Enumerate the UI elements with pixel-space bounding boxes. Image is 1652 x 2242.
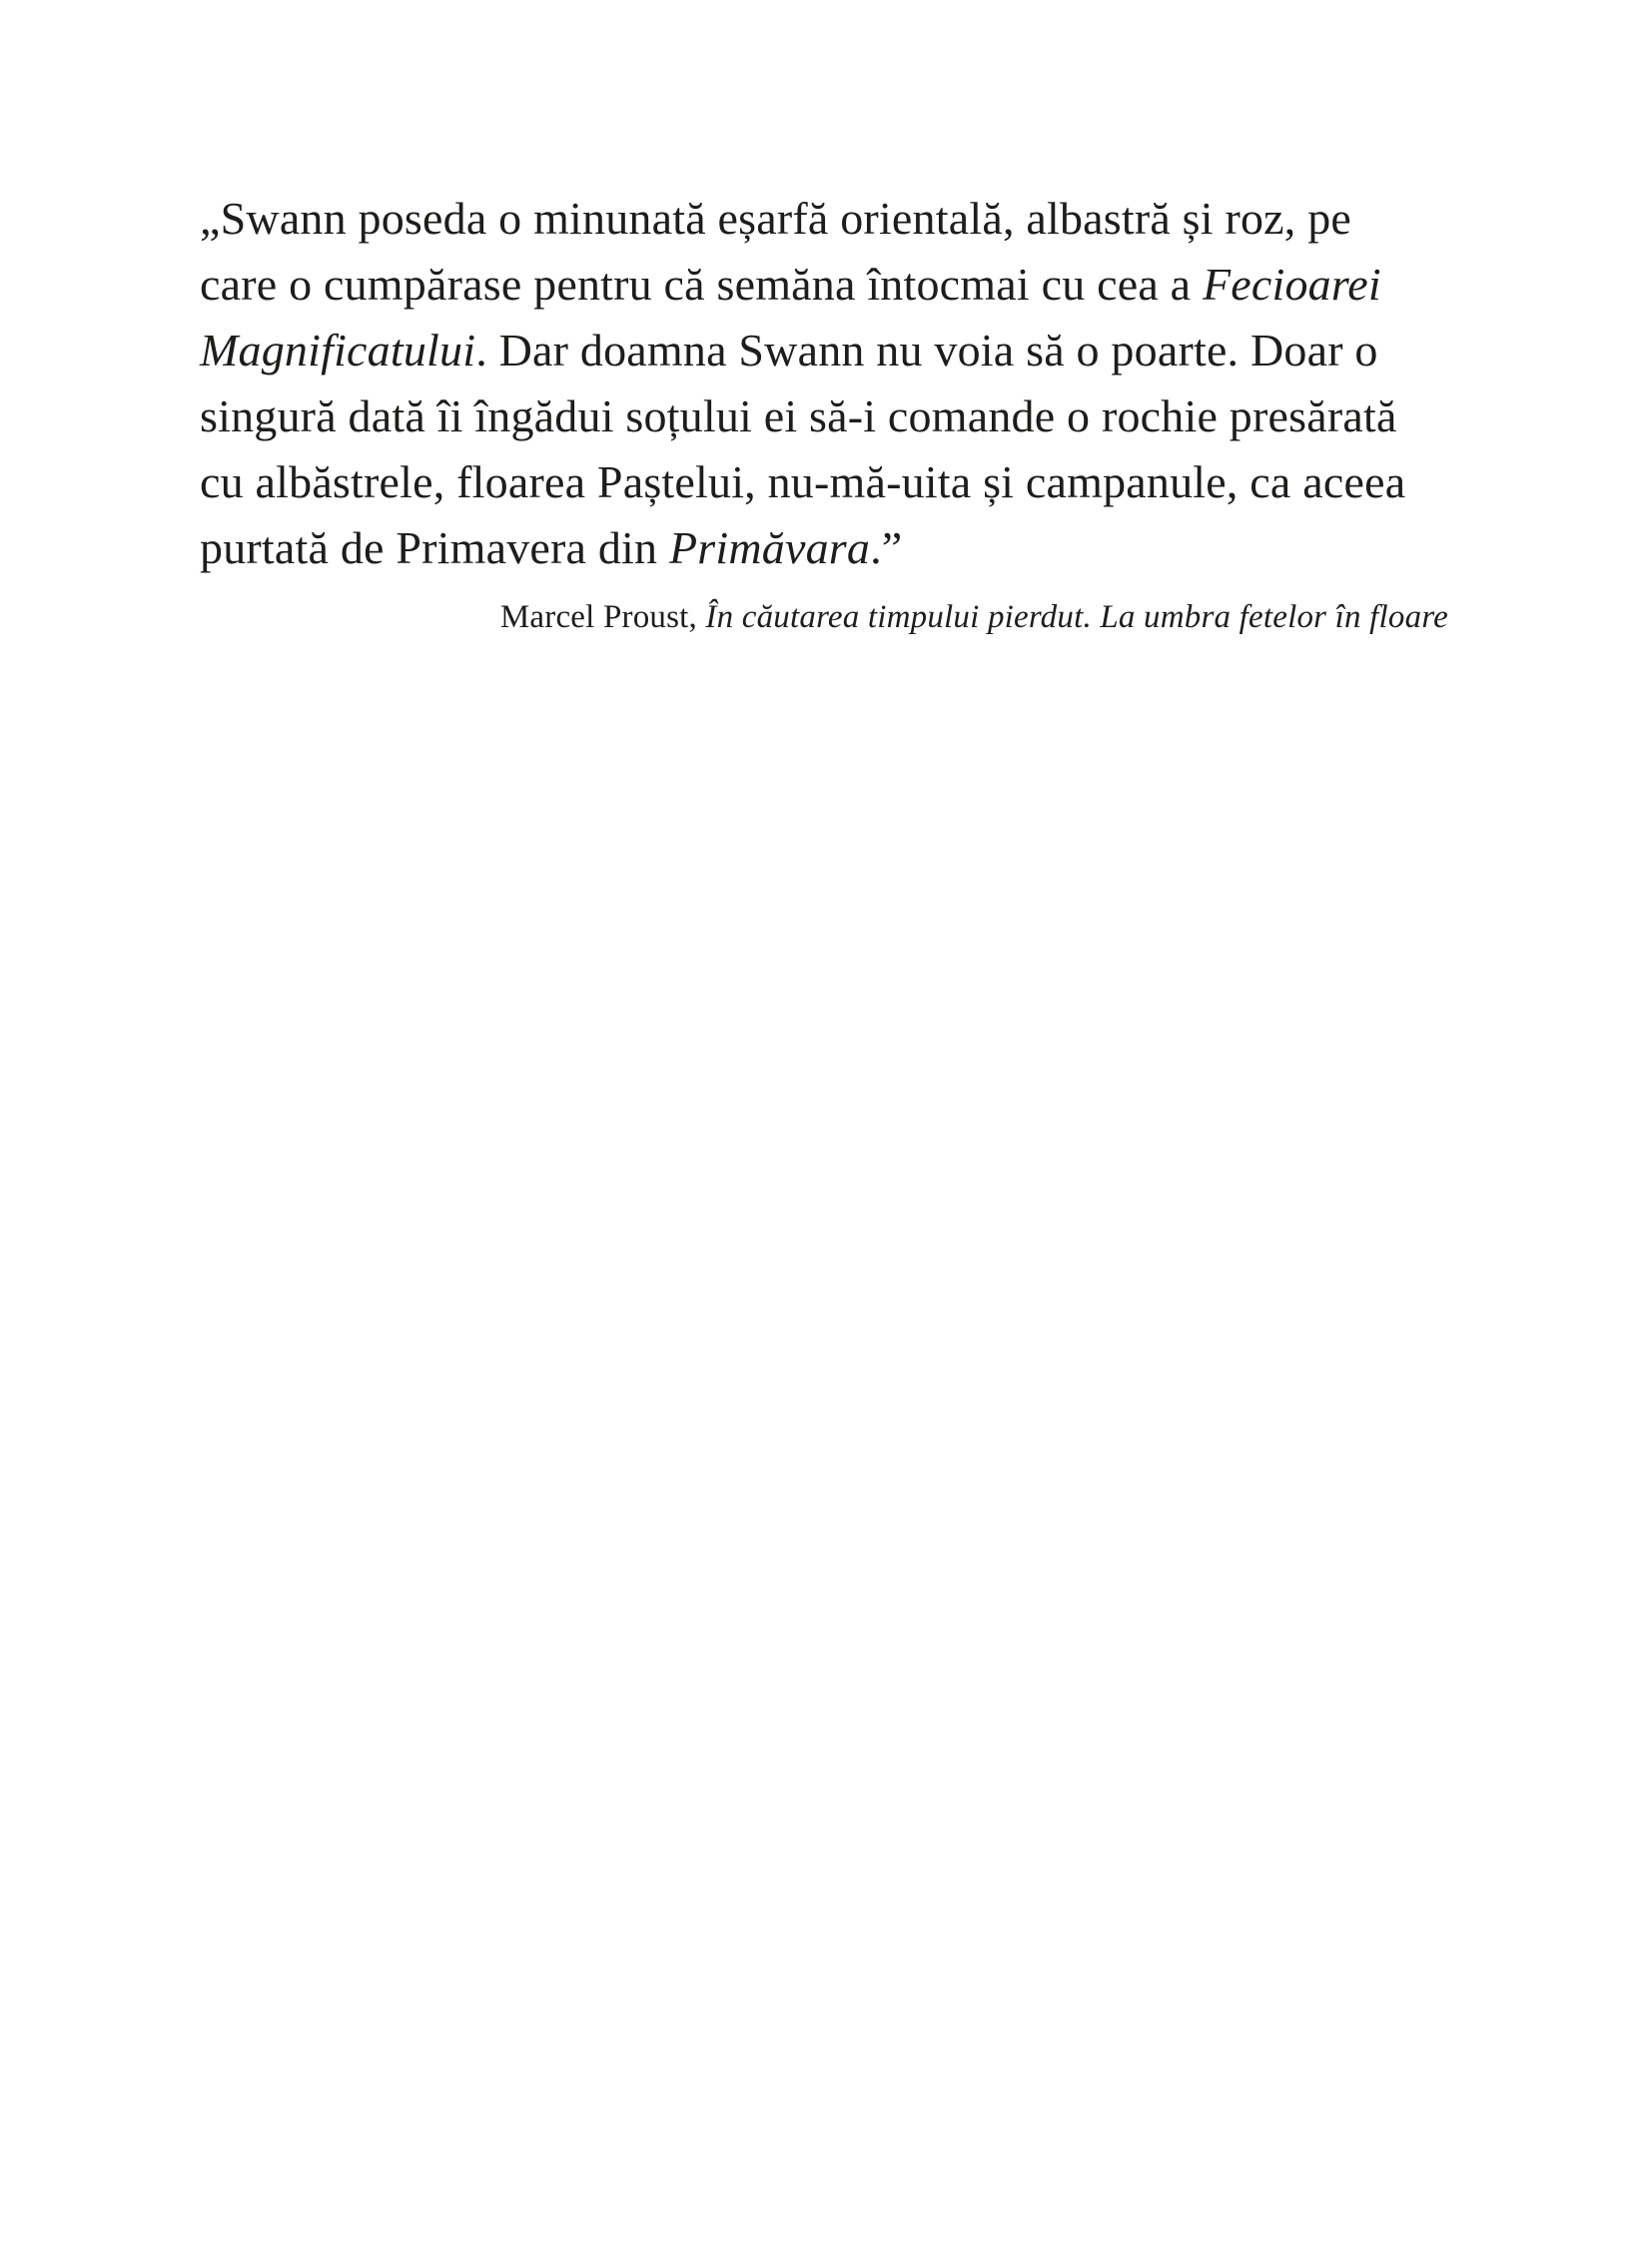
attribution-line	[200, 595, 1448, 639]
text-line: care o cumpărase pentru că semăna întocmai cu cea a Fecioarei	[200, 259, 1381, 310]
quote-paragraph	[200, 186, 1508, 581]
text-line: Magnificatului. Dar doamna Swann nu voia să o poarte. Doar o	[200, 325, 1378, 375]
text-line: cu albăstrele, floarea Paștelui, nu-mă-uita și campanule, ca aceea	[200, 456, 1406, 507]
text-line: „Swann poseda o minunată eșarfă orientală, albastră și roz, pe	[200, 193, 1352, 244]
text-line: singură dată îi îngădui soțului ei să-i comande o rochie presărată	[200, 390, 1397, 441]
text-line: purtată de Primavera din Primăvara.”	[200, 522, 903, 573]
text-line: Marcel Proust, În căutarea timpului pierdut. La umbra fetelor în floare	[499, 599, 1448, 635]
